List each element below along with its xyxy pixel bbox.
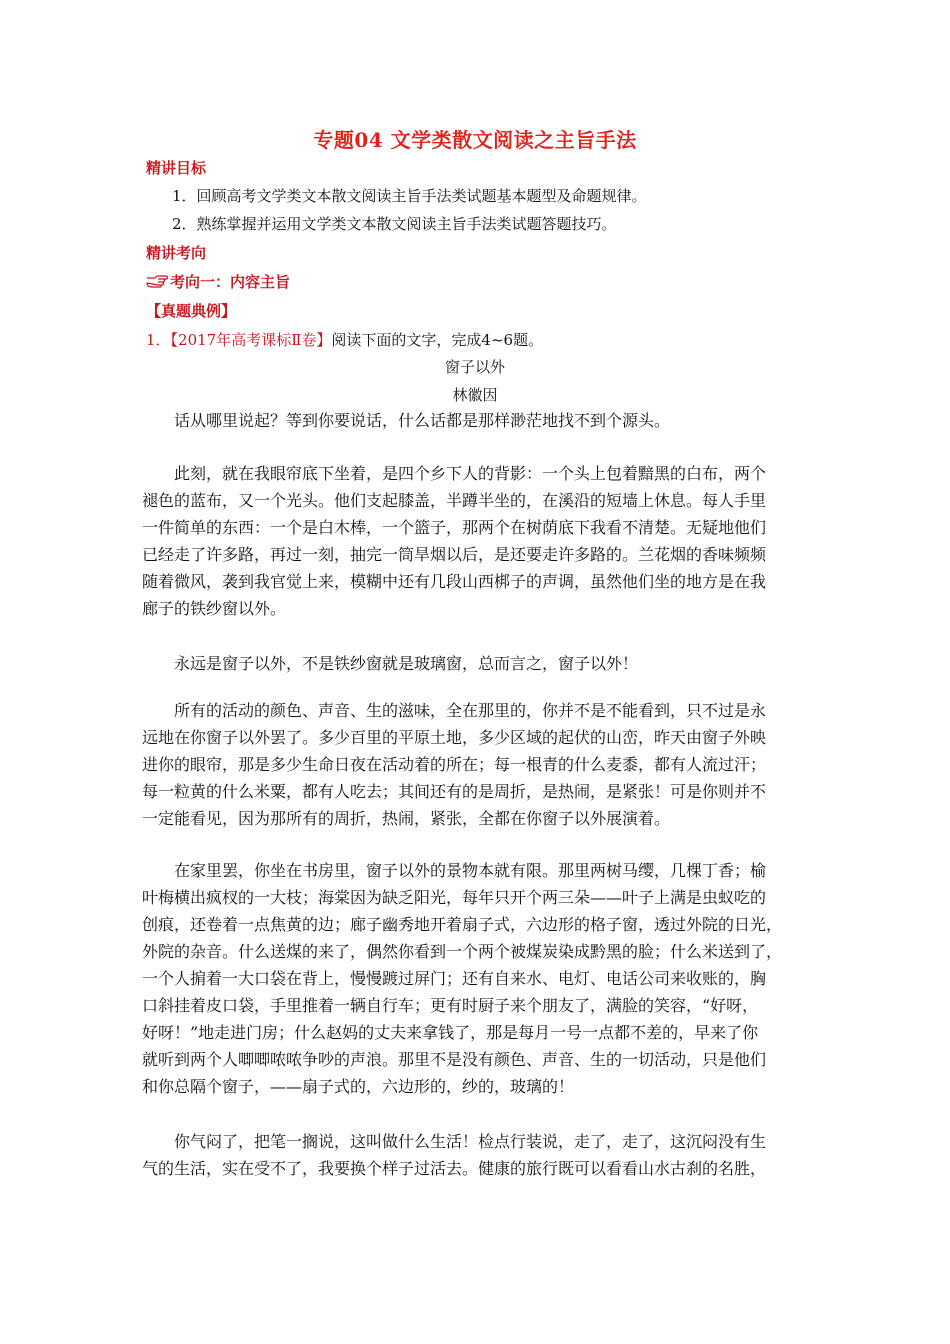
paragraph-line: 话从哪里说起？等到你要说话，什么话都是那样渺茫地找不到个源头。 <box>174 411 671 430</box>
page-title: 专题04 文学类散文阅读之主旨手法 <box>313 128 637 152</box>
paragraph-4 <box>142 697 804 832</box>
paragraph-line: 所有的活动的颜色、声音、生的滋味，全在那里的，你并不是不能看到，只不过是永 <box>174 701 767 720</box>
paragraph-line: 一个人掮着一大口袋在背上，慢慢踱过屏门；还有自来水、电灯、电话公司来收账的，胸 <box>142 969 767 988</box>
goal-item-1: 1．回顾高考文学类文本散文阅读主旨手法类试题基本题型及命题规律。 <box>172 187 647 205</box>
question-number: 1． <box>146 331 171 349</box>
paragraph-line: 好呀！”地走进门房；什么赵妈的丈夫来拿钱了，那是每月一号一点都不差的，早来了你 <box>142 1023 759 1042</box>
paragraph-line: 褪色的蓝布，又一个光头。他们支起膝盖，半蹲半坐的，在溪沿的短墙上休息。每人手里 <box>142 491 767 510</box>
paragraph-line: 就听到两个人唧唧哝哝争吵的声浪。那里不是没有颜色、声音、生的一切活动，只是他们 <box>142 1050 767 1069</box>
essay-author: 林徽因 <box>452 386 498 404</box>
paragraph-3 <box>142 650 804 677</box>
paragraph-6 <box>142 1128 804 1182</box>
paragraph-line: 创痕，还卷着一点焦黄的边；廊子幽秀地开着扇子式，六边形的格子窗，透过外院的日光， <box>142 915 783 934</box>
paragraph-line: 叶梅横出疯杈的一大枝；海棠因为缺乏阳光，每年只开个两三朵——叶子上满是虫蚁吃的 <box>142 888 767 907</box>
paragraph-line: 外院的杂音。什么送煤的来了，偶然你看到一个两个被煤炭染成黔黑的脸；什么米送到了， <box>142 942 783 961</box>
direction-heading: 精讲考向 <box>146 244 207 262</box>
paragraph-line: 永远是窗子以外，不是铁纱窗就是玻璃窗，总而言之，窗子以外！ <box>174 654 639 673</box>
paragraph-line: 远地在你窗子以外罢了。多少百里的平原土地，多少区域的起伏的山峦，昨天由窗子外映 <box>142 728 767 747</box>
direction-one <box>146 271 290 292</box>
paragraph-1 <box>142 407 804 434</box>
question-instruction: 阅读下面的文字，完成4~6题。 <box>331 331 544 349</box>
paragraph-line: 和你总隔个窗子，——扇子式的，六边形的，纱的，玻璃的！ <box>142 1077 575 1096</box>
pointing-hand-icon <box>146 274 168 288</box>
paragraph-line: 廊子的铁纱窗以外。 <box>142 599 287 618</box>
paragraph-line: 你气闷了，把笔一搁说，这叫做什么生活！检点行装说，走了，走了，这沉闷没有生 <box>174 1132 767 1151</box>
paragraph-line: 口斜挂着皮口袋，手里推着一辆自行车；更有时厨子来个朋友了，满脸的笑容，“好呀， <box>142 996 759 1015</box>
paragraph-line: 进你的眼帘，那是多少生命日夜在活动着的所在；每一根青的什么麦黍，都有人流过汗； <box>142 755 767 774</box>
paragraph-line: 此刻，就在我眼帘底下坐着，是四个乡下人的背影：一个头上包着黯黑的白布，两个 <box>174 464 767 483</box>
paragraph-2 <box>142 460 804 622</box>
paragraph-line: 气的生活，实在受不了，我要换个样子过活去。健康的旅行既可以看看山水古刹的名胜， <box>142 1159 767 1178</box>
paragraph-5 <box>142 857 804 1100</box>
paragraph-line: 每一粒黄的什么米粟，都有人吃去；其间还有的是周折，是热闹，是紧张！可是你则并不 <box>142 782 767 801</box>
goal-heading: 精讲目标 <box>146 159 207 177</box>
paragraph-line: 一定能看见，因为那所有的周折，热闹，紧张，全都在你窗子以外展演着。 <box>142 809 671 828</box>
question-source: 【2017年高考课标Ⅱ卷】 <box>170 331 332 349</box>
paragraph-line: 一件简单的东西：一个是白木棒，一个篮子，那两个在树荫底下我看不清楚。无疑地他们 <box>142 518 767 537</box>
goal-item-2: 2．熟练掌握并运用文学类文本散文阅读主旨手法类试题答题技巧。 <box>172 215 617 233</box>
paragraph-line: 在家里罢，你坐在书房里，窗子以外的景物本就有限。那里两树马缨，几棵丁香；榆 <box>174 861 767 880</box>
paragraph-line: 已经走了许多路，再过一刻，抽完一筒旱烟以后，是还要走许多路的。兰花烟的香味频频 <box>142 545 767 564</box>
example-heading: 【真题典例】 <box>146 302 237 320</box>
paragraph-line: 随着微风，袭到我官觉上来，模糊中还有几段山西梆子的声调，虽然他们坐的地方是在我 <box>142 572 767 591</box>
essay-title: 窗子以外 <box>444 358 505 376</box>
direction-one-label: 考向一：内容主旨 <box>170 273 291 291</box>
question-1 <box>146 329 543 350</box>
